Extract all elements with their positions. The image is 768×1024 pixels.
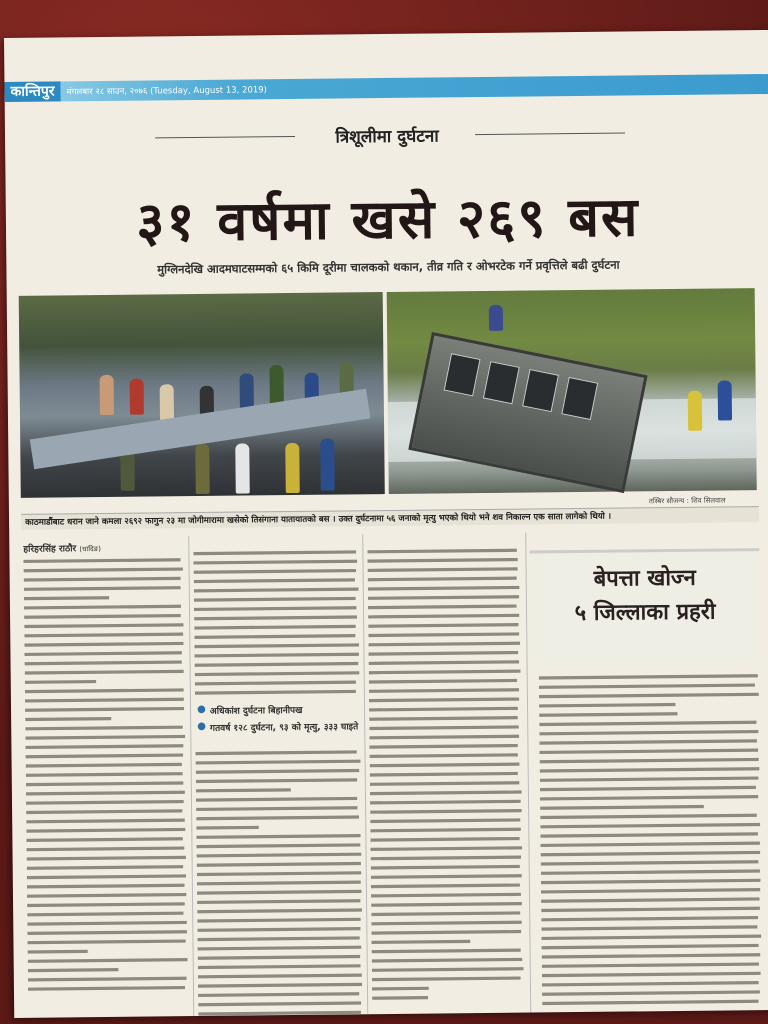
- text-line: [542, 1000, 758, 1005]
- text-line: [26, 837, 182, 842]
- text-line: [195, 681, 356, 686]
- text-line: [194, 606, 356, 611]
- text-line: [24, 605, 181, 610]
- newspaper-page: [4, 30, 768, 1018]
- text-line: [540, 767, 760, 772]
- text-line: [27, 865, 183, 870]
- text-line: [25, 735, 185, 740]
- body-text-lines: [193, 546, 360, 698]
- rescuer-figure: [688, 391, 702, 431]
- masthead-date: मंगलबार २८ साउन, २०७६ (Tuesday, August 13, 2019): [66, 84, 268, 97]
- highlight-bullets: [197, 702, 362, 738]
- text-line: [26, 763, 182, 768]
- text-line: [368, 577, 517, 582]
- text-line: [198, 946, 362, 951]
- text-line: [26, 819, 185, 824]
- text-line: [368, 614, 519, 619]
- text-line: [26, 809, 182, 814]
- text-line: [24, 623, 183, 628]
- text-line: [197, 871, 361, 876]
- text-line: [370, 790, 522, 795]
- text-line: [539, 721, 756, 726]
- text-line: [369, 660, 520, 665]
- text-line: [196, 778, 357, 783]
- text-line: [540, 805, 704, 810]
- text-line: [371, 856, 521, 861]
- text-line: [196, 788, 291, 792]
- text-line: [25, 717, 111, 721]
- text-line: [372, 949, 521, 954]
- text-line: [541, 935, 761, 941]
- text-line: [539, 693, 759, 699]
- text-line: [540, 795, 758, 800]
- text-line: [198, 983, 362, 988]
- text-line: [25, 744, 183, 749]
- text-line: [195, 750, 356, 755]
- text-line: [24, 633, 183, 638]
- text-line: [27, 884, 185, 889]
- text-line: [196, 797, 357, 802]
- bullet-icon: ●: [196, 703, 206, 716]
- text-line: [194, 569, 356, 574]
- text-line: [26, 791, 185, 796]
- text-line: [541, 869, 760, 874]
- text-line: [541, 860, 759, 865]
- text-line: [368, 604, 517, 609]
- masthead-bar: [4, 74, 768, 102]
- text-line: [26, 781, 184, 786]
- text-line: [368, 567, 518, 572]
- story-subhead: मुग्लिनदेखि आदमघाटसम्मको ६५ किमि दूरीमा चालकको थकान, तीव्र गति र ओभरटेक गर्ने प्रवृत्तिले बढी दुर्घटना: [157, 257, 620, 277]
- sidebar-headline-line1: बेपत्ता खोज्न: [593, 564, 696, 592]
- text-line: [370, 800, 521, 805]
- text-line: [24, 614, 181, 619]
- text-line: [542, 944, 759, 949]
- text-line: [540, 814, 757, 819]
- text-line: [194, 597, 356, 602]
- body-column-2: [193, 546, 360, 698]
- text-line: [371, 846, 523, 851]
- body-column-2-continued: [195, 746, 363, 1018]
- text-line: [370, 772, 518, 777]
- text-line: [369, 725, 518, 730]
- text-line: [26, 800, 184, 805]
- text-line: [26, 828, 185, 833]
- text-line: [540, 842, 759, 847]
- text-line: [369, 707, 518, 712]
- body-text-lines: [195, 746, 363, 1018]
- text-line: [197, 899, 360, 904]
- text-line: [197, 908, 362, 913]
- text-line: [372, 987, 429, 991]
- text-line: [539, 674, 758, 679]
- text-line: [24, 567, 183, 572]
- body-text-lines: [367, 545, 524, 1007]
- text-line: [27, 921, 187, 926]
- text-line: [197, 918, 360, 923]
- text-line: [198, 992, 359, 997]
- text-line: [24, 586, 181, 591]
- text-line: [28, 968, 119, 972]
- byline-place: (धादिङ): [79, 545, 101, 554]
- text-line: [542, 953, 761, 958]
- byline-name: हरिहरसिंह राठौर: [23, 544, 77, 555]
- text-line: [369, 735, 519, 740]
- text-line: [24, 596, 109, 600]
- text-line: [370, 753, 518, 758]
- text-line: [540, 823, 760, 829]
- sidebar-body-column: [539, 670, 763, 1012]
- text-line: [197, 890, 362, 895]
- text-line: [27, 912, 183, 917]
- body-text-lines: [23, 554, 188, 996]
- text-line: [368, 623, 518, 628]
- photo-credit: तस्बिर सौजन्य : शिव सिलवाल: [648, 496, 726, 506]
- text-line: [196, 843, 360, 848]
- text-line: [197, 862, 361, 867]
- text-line: [541, 925, 757, 930]
- text-line: [27, 902, 185, 907]
- text-line: [539, 749, 758, 754]
- story-kicker: त्रिशूलीमा दुर्घटना: [335, 126, 439, 148]
- text-line: [193, 550, 356, 555]
- text-line: [371, 865, 520, 870]
- body-text-lines: [539, 670, 763, 1012]
- highlight-bullet: [197, 702, 362, 717]
- text-line: [368, 595, 519, 600]
- text-line: [25, 660, 182, 665]
- text-line: [540, 786, 756, 791]
- photo-caption: काठमाडौंबाट धरान जाने कमला २६९२ फागुन २३ मा जोगीमारामा खसेको तिसंगाना यातायातको बस । उक्त दुर्घटनामा ५६ जनाको मृत्यु भएको थियो भने शव निकाल्न एक साता लागेको थियो ।: [25, 511, 612, 528]
- text-line: [27, 856, 186, 861]
- text-line: [196, 834, 360, 839]
- highlight-bullet: [197, 719, 362, 734]
- text-line: [372, 967, 524, 972]
- text-line: [371, 874, 522, 879]
- text-line: [539, 683, 755, 688]
- text-line: [194, 578, 355, 583]
- text-line: [25, 726, 183, 731]
- text-line: [371, 902, 522, 907]
- text-line: [371, 911, 520, 916]
- text-line: [197, 927, 360, 932]
- text-line: [28, 958, 188, 963]
- text-line: [539, 739, 757, 744]
- text-line: [368, 586, 520, 591]
- text-line: [541, 897, 759, 902]
- text-line: [371, 893, 521, 898]
- text-line: [368, 651, 518, 656]
- text-line: [369, 744, 517, 749]
- text-line: [370, 809, 522, 814]
- text-line: [24, 651, 181, 656]
- text-line: [372, 976, 521, 981]
- text-line: [196, 806, 357, 811]
- text-line: [197, 936, 359, 941]
- text-line: [196, 769, 360, 774]
- text-line: [26, 772, 183, 777]
- bullet-text: गतवर्ष १२८ दुर्घटना, ९३ को मृत्यु, ३३३ घाइते: [209, 722, 359, 734]
- text-line: [371, 940, 470, 944]
- text-line: [539, 730, 758, 735]
- text-line: [23, 558, 180, 563]
- text-line: [196, 760, 361, 765]
- text-line: [369, 670, 521, 675]
- text-line: [25, 698, 184, 703]
- text-line: [28, 986, 185, 991]
- text-line: [24, 642, 183, 647]
- text-line: [369, 716, 518, 721]
- rescuer-figure: [718, 380, 732, 420]
- text-line: [541, 851, 761, 856]
- text-line: [198, 955, 361, 960]
- text-line: [194, 625, 356, 630]
- text-line: [367, 558, 517, 563]
- text-line: [542, 981, 759, 986]
- text-line: [539, 703, 675, 708]
- text-line: [195, 690, 356, 695]
- text-line: [540, 776, 759, 781]
- text-line: [541, 888, 760, 893]
- text-line: [369, 688, 519, 693]
- text-line: [372, 958, 523, 963]
- text-line: [368, 642, 520, 647]
- text-line: [195, 671, 360, 676]
- text-line: [371, 921, 521, 926]
- text-line: [195, 662, 359, 667]
- text-line: [541, 879, 761, 884]
- text-line: [26, 846, 184, 851]
- text-line: [371, 883, 520, 888]
- text-line: [542, 990, 760, 995]
- text-line: [540, 758, 759, 763]
- text-line: [542, 972, 761, 977]
- text-line: [25, 670, 184, 675]
- bullet-text: अधिकांश दुर्घटना बिहानीपख: [209, 705, 303, 717]
- text-line: [27, 930, 187, 935]
- text-line: [370, 763, 520, 768]
- text-line: [194, 588, 359, 593]
- text-line: [25, 688, 184, 693]
- text-line: [194, 634, 355, 639]
- sidebar-headline-line2: ५ जिल्लाका प्रहरी: [574, 598, 716, 627]
- byline: [23, 541, 101, 555]
- text-line: [196, 826, 259, 830]
- body-column-3: [367, 545, 524, 1007]
- text-line: [198, 1001, 361, 1006]
- sidebar-headline: [530, 560, 761, 630]
- person-on-bus: [489, 305, 503, 331]
- text-line: [27, 939, 185, 944]
- text-line: [198, 964, 361, 969]
- story-headline: ३१ वर्षमा खसे २६९ बस: [136, 184, 640, 254]
- text-line: [369, 679, 517, 684]
- rescue-photo: [19, 292, 385, 498]
- text-line: [198, 974, 362, 979]
- text-line: [372, 996, 428, 1000]
- text-line: [24, 577, 181, 582]
- text-line: [27, 874, 186, 879]
- text-line: [540, 832, 758, 837]
- text-line: [541, 907, 760, 912]
- text-line: [368, 632, 519, 637]
- text-line: [539, 712, 677, 717]
- text-line: [27, 893, 186, 898]
- text-line: [26, 753, 184, 758]
- text-line: [197, 881, 361, 886]
- text-line: [541, 916, 758, 921]
- text-line: [197, 853, 362, 858]
- text-line: [194, 643, 359, 648]
- text-line: [193, 560, 357, 565]
- text-line: [28, 950, 88, 954]
- text-line: [25, 707, 184, 712]
- text-line: [194, 653, 358, 658]
- text-line: [370, 818, 520, 823]
- body-column-1: [23, 554, 188, 996]
- text-line: [369, 697, 519, 702]
- text-line: [370, 828, 521, 833]
- text-line: [371, 930, 521, 935]
- text-line: [196, 815, 359, 820]
- text-line: [367, 549, 516, 554]
- text-line: [370, 781, 519, 786]
- text-line: [370, 837, 519, 842]
- text-line: [542, 962, 759, 967]
- text-line: [194, 615, 357, 620]
- text-line: [28, 977, 187, 982]
- newspaper-logo: कान्तिपुर: [4, 81, 60, 102]
- bullet-icon: ●: [197, 720, 207, 733]
- text-line: [25, 680, 96, 684]
